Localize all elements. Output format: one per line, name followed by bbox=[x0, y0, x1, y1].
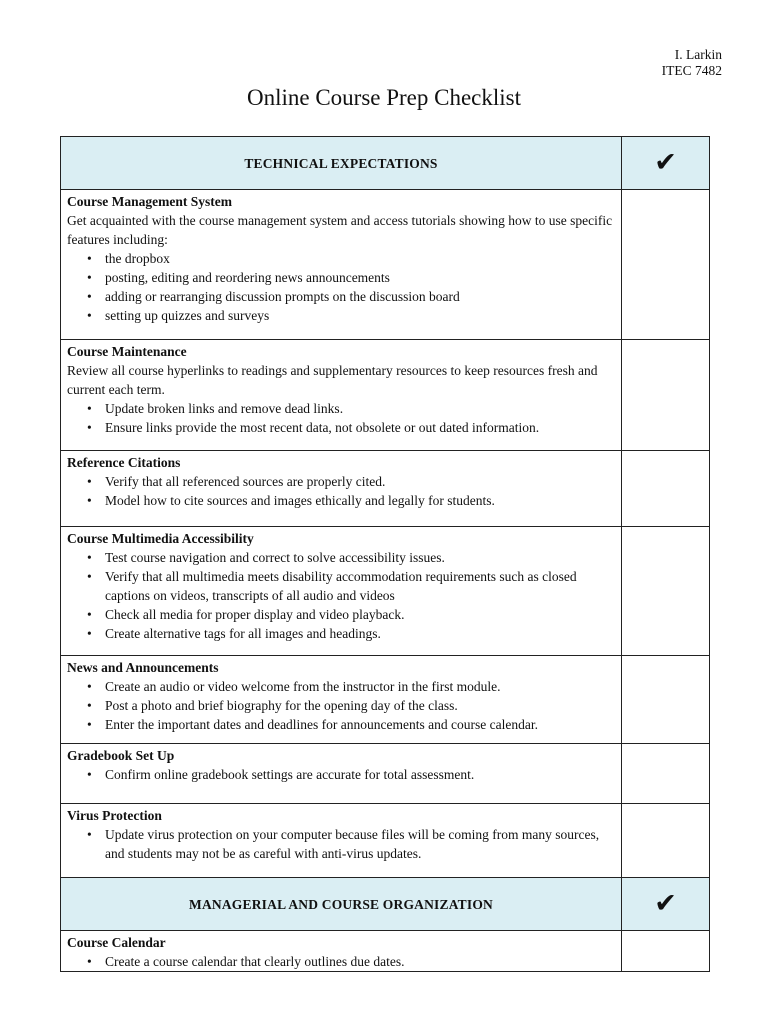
bullet-item: • Confirm online gradebook settings are accurate for total assessment. bbox=[67, 765, 615, 784]
checklist-item-description: Review all course hyperlinks to readings and supplementary resources to keep resources fresh and current each term. bbox=[67, 363, 598, 397]
checklist-item-title: Reference Citations bbox=[67, 455, 181, 470]
course-code: ITEC 7482 bbox=[661, 63, 722, 78]
section-check-cell bbox=[622, 137, 710, 190]
bullet-item: • setting up quizzes and surveys bbox=[67, 306, 615, 325]
checklist-item-row bbox=[61, 804, 710, 878]
bullet-item: • Check all media for proper display and video playback. bbox=[67, 605, 615, 624]
bullet-item: • Verify that all referenced sources are properly cited. bbox=[67, 472, 615, 491]
checklist-item-bullets bbox=[67, 825, 615, 863]
checklist-item-bullets bbox=[67, 472, 615, 510]
check-mark-icon: ✔ bbox=[654, 888, 677, 919]
checklist-item-bullets bbox=[67, 249, 615, 325]
author-name: I. Larkin bbox=[674, 47, 722, 62]
bullet-item: • Verify that all multimedia meets disability accommodation requirements such as closed captions on videos, transcripts of all audio and videos bbox=[67, 567, 615, 605]
checklist-item-row bbox=[61, 190, 710, 340]
checklist-item-check-box[interactable] bbox=[622, 340, 710, 451]
checklist-item-bullets bbox=[67, 548, 615, 643]
section-header-row bbox=[61, 878, 710, 931]
checklist-item-title: Course Multimedia Accessibility bbox=[67, 531, 254, 546]
checklist-item-content bbox=[61, 656, 622, 744]
checklist-item-content bbox=[61, 451, 622, 527]
section-heading-cell bbox=[61, 137, 622, 190]
section-heading: MANAGERIAL AND COURSE ORGANIZATION bbox=[189, 896, 493, 912]
checklist-item-check-box[interactable] bbox=[622, 744, 710, 804]
page-title: Online Course Prep Checklist bbox=[246, 85, 522, 110]
checklist-item-check-box[interactable] bbox=[622, 451, 710, 527]
checklist-item-content bbox=[61, 340, 622, 451]
checklist-item-bullets bbox=[67, 952, 615, 971]
checklist-item-content bbox=[61, 744, 622, 804]
checklist-item-bullets bbox=[67, 765, 615, 784]
checklist-item-check-box[interactable] bbox=[622, 931, 710, 972]
checklist-item-bullets bbox=[67, 399, 615, 437]
bullet-item: • Create an audio or video welcome from the instructor in the first module. bbox=[67, 677, 615, 696]
checklist-item-title: News and Announcements bbox=[67, 660, 219, 675]
bullet-item: • Enter the important dates and deadlines for announcements and course calendar. bbox=[67, 715, 615, 734]
bullet-item: • Create a course calendar that clearly outlines due dates. bbox=[67, 952, 615, 971]
bullet-item: • Create alternative tags for all images and headings. bbox=[67, 624, 615, 643]
checklist-item-title: Course Calendar bbox=[67, 935, 166, 950]
checklist-item-title: Course Management System bbox=[67, 194, 232, 209]
author-block bbox=[662, 47, 722, 79]
checklist-item-description: Get acquainted with the course management system and access tutorials showing how to use specific features including: bbox=[67, 213, 613, 247]
bullet-item: • adding or rearranging discussion prompts on the discussion board bbox=[67, 287, 615, 306]
bullet-item: • Update broken links and remove dead links. bbox=[67, 399, 615, 418]
bullet-item: • Test course navigation and correct to solve accessibility issues. bbox=[67, 548, 615, 567]
checklist-item-title: Gradebook Set Up bbox=[67, 748, 175, 763]
section-heading-cell bbox=[61, 878, 622, 931]
checklist-item-content bbox=[61, 931, 622, 972]
checklist-item-title: Course Maintenance bbox=[67, 344, 187, 359]
checklist-item-row bbox=[61, 451, 710, 527]
checklist-body bbox=[61, 137, 710, 972]
checklist-table bbox=[60, 136, 710, 972]
checklist-item-check-box[interactable] bbox=[622, 804, 710, 878]
checklist-item-row bbox=[61, 527, 710, 656]
checklist-item-bullets bbox=[67, 677, 615, 734]
section-header-row bbox=[61, 137, 710, 190]
checklist-item-title: Virus Protection bbox=[67, 808, 162, 823]
checklist-item-check-box[interactable] bbox=[622, 190, 710, 340]
section-heading: TECHNICAL EXPECTATIONS bbox=[244, 155, 438, 171]
checklist-item-content bbox=[61, 190, 622, 340]
checklist-item-row bbox=[61, 340, 710, 451]
bullet-item: • Post a photo and brief biography for the opening day of the class. bbox=[67, 696, 615, 715]
bullet-item: • Ensure links provide the most recent data, not obsolete or out dated information. bbox=[67, 418, 615, 437]
checklist-item-row bbox=[61, 931, 710, 972]
bullet-item: • posting, editing and reordering news announcements bbox=[67, 268, 615, 287]
checklist-item-content bbox=[61, 527, 622, 656]
section-check-cell bbox=[622, 878, 710, 931]
bullet-item: • Model how to cite sources and images ethically and legally for students. bbox=[67, 491, 615, 510]
checklist-item-content bbox=[61, 804, 622, 878]
bullet-item: • the dropbox bbox=[67, 249, 615, 268]
checklist-item-check-box[interactable] bbox=[622, 527, 710, 656]
checklist-item-row bbox=[61, 656, 710, 744]
bullet-item: • Update virus protection on your computer because files will be coming from many sources, and students may not be as careful with anti-virus updates. bbox=[67, 825, 615, 863]
check-mark-icon: ✔ bbox=[654, 147, 677, 178]
checklist-item-row bbox=[61, 744, 710, 804]
checklist-item-check-box[interactable] bbox=[622, 656, 710, 744]
